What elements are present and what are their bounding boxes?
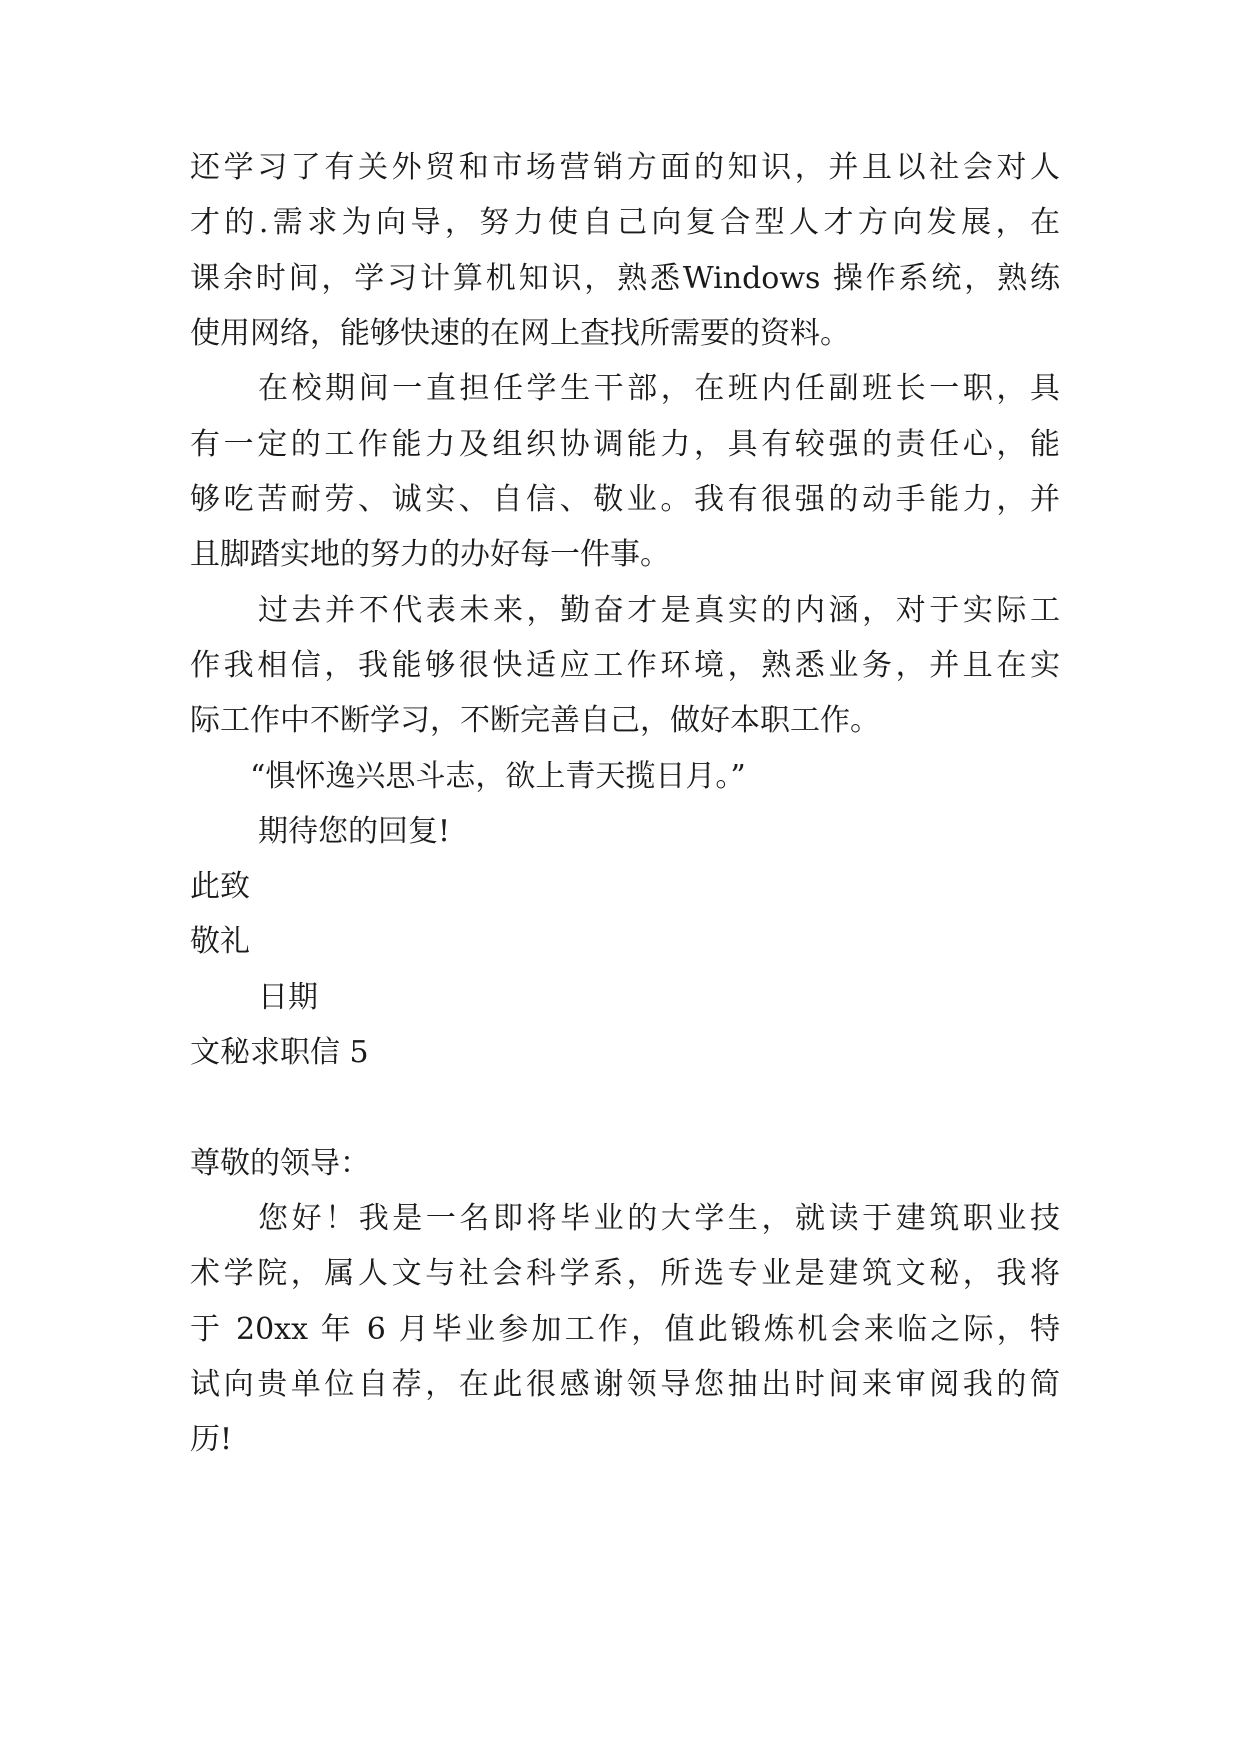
paragraph-line: 使用网络，能够快速的在网上查找所需要的资料。: [190, 316, 850, 351]
salutation-line: 此致: [190, 869, 250, 904]
section-title: 文秘求职信 5: [190, 1035, 369, 1070]
paragraph-line: 还学习了有关外贸和市场营销方面的知识，并且以社会对人: [190, 150, 1060, 185]
paragraph-line: 际工作中不断学习，不断完善自己，做好本职工作。: [190, 703, 880, 738]
paragraph-line: 术学院，属人文与社会科学系，所选专业是建筑文秘，我将: [190, 1256, 1060, 1291]
greeting-line: 尊敬的领导：: [190, 1146, 370, 1181]
date-label: 日期: [258, 980, 318, 1015]
paragraph-line: 试向贵单位自荐，在此很感谢领导您抽出时间来审阅我的简: [190, 1367, 1060, 1402]
quote-line: “惧怀逸兴思斗志，欲上青天揽日月。”: [250, 759, 746, 794]
paragraph-line: 够吃苦耐劳、诚实、自信、敬业。我有很强的动手能力，并: [190, 482, 1060, 517]
paragraph-line: 作我相信，我能够很快适应工作环境，熟悉业务，并且在实: [190, 648, 1060, 683]
paragraph-line: 历!: [190, 1422, 233, 1457]
paragraph-line: 于 20xx 年 6 月毕业参加工作，值此锻炼机会来临之际，特: [190, 1312, 1060, 1347]
paragraph-line: 才的.需求为向导，努力使自己向复合型人才方向发展，在: [190, 205, 1060, 240]
salutation-line: 敬礼: [190, 924, 250, 959]
closing-wish: 期待您的回复!: [258, 814, 451, 849]
paragraph-line: 有一定的工作能力及组织协调能力，具有较强的责任心，能: [190, 427, 1060, 462]
paragraph-line: 过去并不代表未来，勤奋才是真实的内涵，对于实际工: [258, 593, 1060, 628]
paragraph-line: 且脚踏实地的努力的办好每一件事。: [190, 537, 670, 572]
paragraph-line: 在校期间一直担任学生干部，在班内任副班长一职，具: [258, 371, 1060, 406]
paragraph-line: 课余时间，学习计算机知识，熟悉Windows 操作系统，熟练: [190, 261, 1060, 296]
paragraph-line: 您好！我是一名即将毕业的大学生，就读于建筑职业技: [258, 1201, 1060, 1236]
